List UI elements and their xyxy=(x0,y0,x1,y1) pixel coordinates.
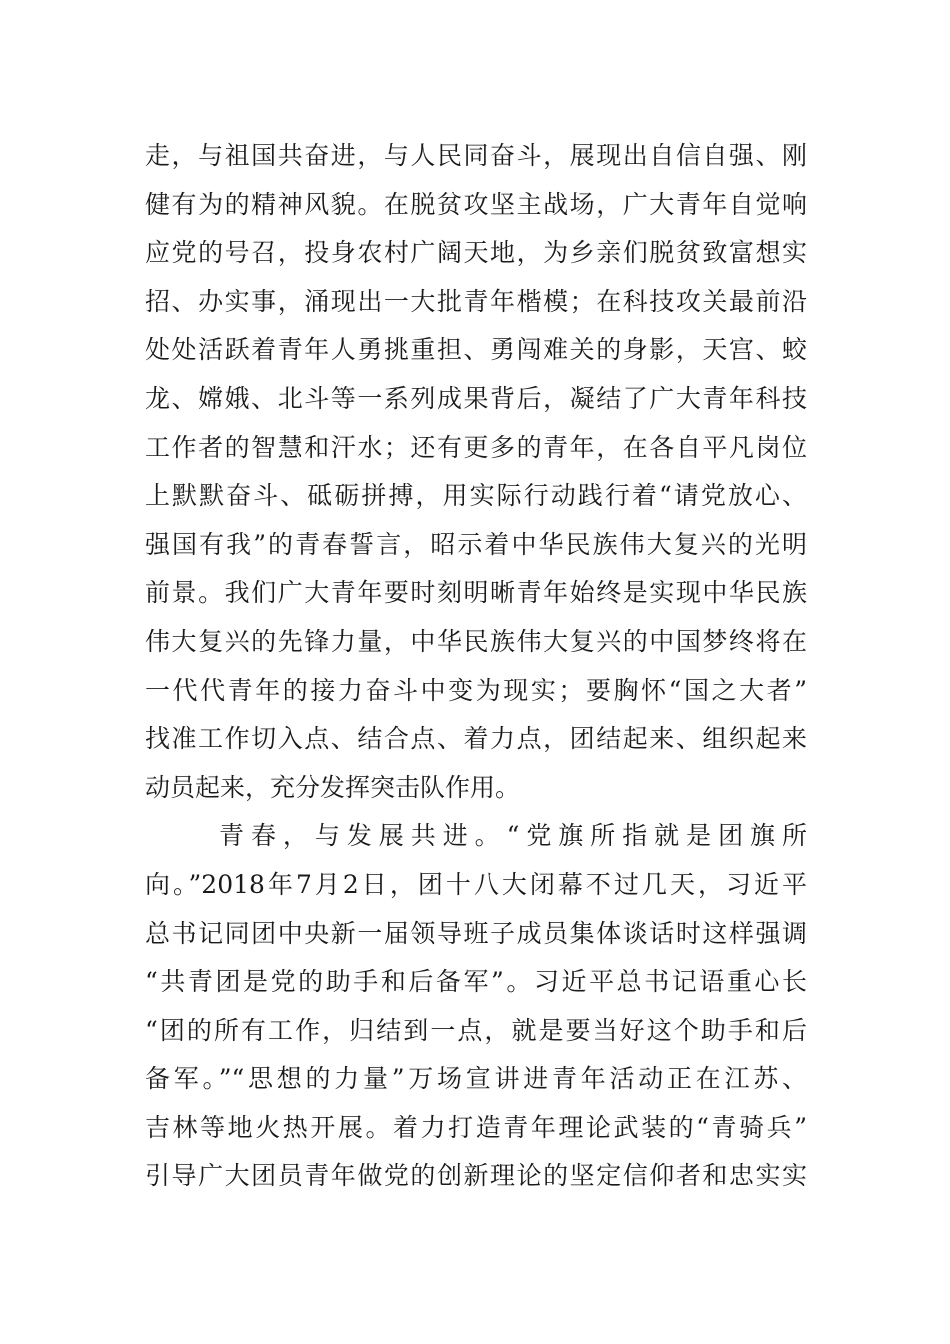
text-line: “团的所有工作，归结到一点，就是要当好这个助手和后 xyxy=(145,1015,807,1045)
text-line: 一代代青年的接力奋斗中变为现实；要胸怀“国之大者” xyxy=(145,675,807,705)
text-line: 健有为的精神风貌。在脱贫攻坚主战场，广大青年自觉响 xyxy=(145,189,807,219)
text-line: 处处活跃着青年人勇挑重担、勇闯难关的身影，天宫、蛟 xyxy=(145,335,807,365)
text-line: 动员起来，充分发挥突击队作用。 xyxy=(145,772,521,802)
text-line: 引导广大团员青年做党的创新理论的坚定信仰者和忠实实 xyxy=(145,1161,807,1191)
text-line: 龙、嫦娥、北斗等一系列成果背后，凝结了广大青年科技 xyxy=(145,383,807,413)
text-line: 走，与祖国共奋进，与人民同奋斗，展现出自信自强、刚 xyxy=(145,141,807,170)
text-line: 工作者的智慧和汗水；还有更多的青年，在各自平凡岗位 xyxy=(145,432,807,462)
text-line: 向。”2018年7月2日，团十八大闭幕不过几天，习近平 xyxy=(145,869,807,899)
text-line: 招、办实事，涌现出一大批青年楷模；在科技攻关最前沿 xyxy=(145,286,807,316)
text-line: 上默默奋斗、砥砺拼搏，用实际行动践行着“请党放心、 xyxy=(145,481,807,511)
text-line: 吉林等地火热开展。着力打造青年理论武装的“青骑兵” xyxy=(145,1112,807,1142)
paragraph-first-line: 青春，与发展共进。“党旗所指就是团旗所 xyxy=(219,821,807,851)
text-line: 伟大复兴的先锋力量，中华民族伟大复兴的中国梦终将在 xyxy=(145,626,807,656)
text-line: 总书记同团中央新一届领导班子成员集体谈话时这样强调 xyxy=(145,918,807,948)
text-line: 强国有我”的青春誓言，昭示着中华民族伟大复兴的光明 xyxy=(145,529,807,559)
text-line: 前景。我们广大青年要时刻明晰青年始终是实现中华民族 xyxy=(145,578,807,608)
text-line: “共青团是党的助手和后备军”。习近平总书记语重心长 xyxy=(145,967,807,997)
body-text xyxy=(145,132,807,1201)
text-line: 找准工作切入点、结合点、着力点，团结起来、组织起来 xyxy=(145,724,807,754)
text-line: 备军。”“思想的力量”万场宣讲进青年活动正在江苏、 xyxy=(145,1064,807,1094)
text-line: 应党的号召，投身农村广阔天地，为乡亲们脱贫致富想实 xyxy=(145,238,807,268)
